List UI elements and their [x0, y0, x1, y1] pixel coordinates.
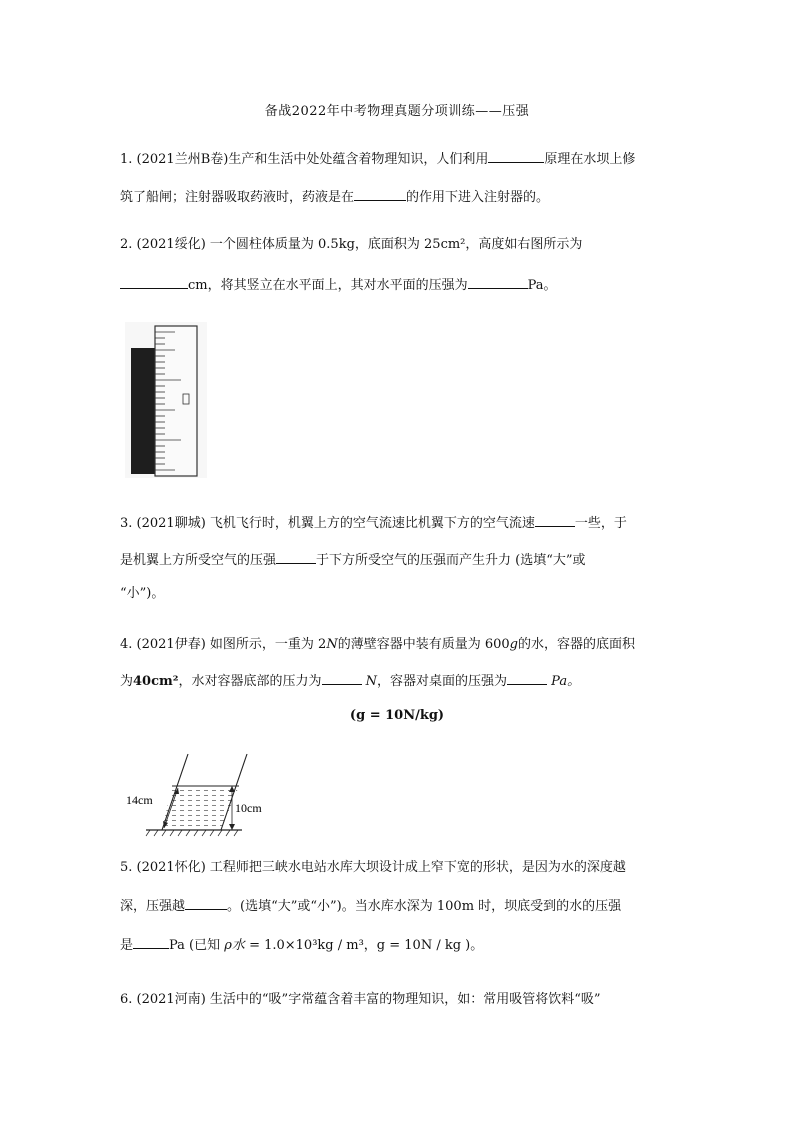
page-title: 备战2022年中考物理真题分项训练——压强 [264, 104, 530, 119]
q4-line-1: 4. (2021伊春) 如图所示，一重为 2N的薄壁容器中装有质量为 600g的水，容器的底面积 [120, 637, 635, 652]
q5-blank-1[interactable] [185, 897, 227, 910]
q1-blank-2[interactable] [354, 188, 406, 201]
q3-blank-2[interactable] [276, 551, 316, 564]
q2-blank-2[interactable] [468, 276, 528, 289]
q3-line-1: 3. (2021聊城) 飞机飞行时，机翼上方的空气流速比机翼下方的空气流速 一些，于 [120, 516, 627, 531]
label-14cm: 14cm [126, 793, 153, 807]
q5-line-3: 是 Pa (已知 ρ水 = 1.0×10³kg / m³，g = 10N / kg )。 [120, 938, 484, 953]
label-10cm: 10cm [235, 801, 262, 815]
q4-blank-2[interactable] [507, 672, 547, 685]
q5-line-1: 5. (2021怀化) 工程师把三峡水电站水库大坝设计成上窄下宽的形状，是因为水的深度越 [120, 860, 626, 875]
q4-blank-1[interactable] [322, 672, 362, 685]
q1-line-2: 筑了船闸；注射器吸取药液时，药液是在 的作用下进入注射器的。 [120, 190, 550, 205]
q5-line-2: 深，压强越 。(选填“大”或“小”)。当水库水深为 100m 时，坝底受到的水的压强 [120, 899, 622, 914]
q3-blank-1[interactable] [535, 514, 575, 527]
q2-blank-1[interactable] [120, 276, 188, 289]
ruler-cylinder-figure [125, 322, 207, 478]
container-figure [124, 748, 284, 838]
table-hatching [146, 830, 238, 836]
q1-blank-1[interactable] [488, 150, 544, 163]
q4-line-2: 为40cm²，水对容器底部的压力为 N，容器对桌面的压强为 Pa。 [120, 674, 581, 689]
q2-line-1: 2. (2021绥化) 一个圆柱体质量为 0.5kg，底面积为 25cm²，高度如右图所示为 [120, 237, 583, 252]
q1-line-1: 1. (2021兰州B卷)生产和生活中处处蕴含着物理知识，人们利用 原理在水坝上修 [120, 152, 636, 167]
q5-blank-2[interactable] [133, 936, 169, 949]
q3-line-2: 是机翼上方所受空气的压强 于下方所受空气的压强而产生升力 (选填“大”或 [120, 553, 586, 568]
ruler [155, 326, 197, 476]
arrow-10cm-bottom [229, 824, 235, 830]
q4-formula: (g = 10N/kg) [349, 708, 445, 723]
q2-line-2: cm，将其竖立在水平面上，其对水平面的压强为 Pa。 [120, 276, 557, 294]
q6-line-1: 6. (2021河南) 生活中的“吸”字常蕴含着丰富的物理知识，如：常用吸管将饮料“吸” [120, 992, 601, 1007]
q3-line-3: “小”)。 [120, 586, 165, 601]
water [162, 786, 239, 830]
